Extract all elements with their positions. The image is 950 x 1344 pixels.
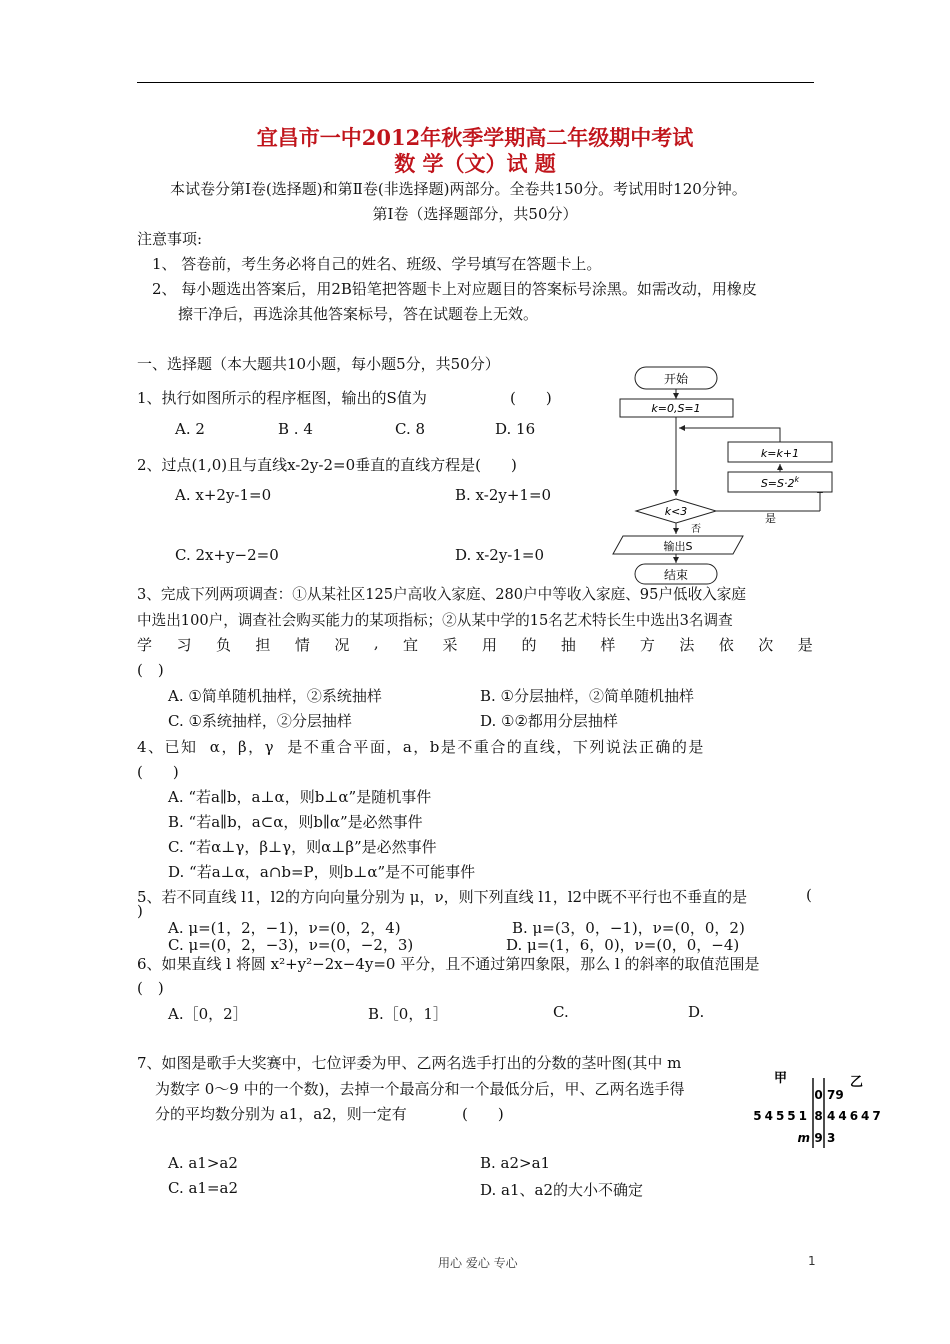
q1-option-d: D. 16	[495, 420, 536, 438]
q6-line-2: ( )	[137, 979, 164, 997]
q3-line-3-char: 习	[176, 636, 192, 654]
q2-stem: 2、过点(1,0)且与直线x-2y-2=0垂直的直线方程是( )	[137, 456, 517, 474]
q5-line-1: 5、若不同直线 l1，l2的方向向量分别为 μ，ν，则下列直线 l1，l2中既不平行也不垂直的是	[137, 888, 748, 906]
q7-option-d: D. a1、a2的大小不确定	[480, 1181, 644, 1199]
q7-line-1: 7、如图是歌手大奖赛中，七位评委为甲、乙两名选手打出的分数的茎叶图(其中 m	[137, 1054, 682, 1072]
q6-option-a: A.［0，2］	[168, 1005, 248, 1023]
q5-paren-open: (	[806, 886, 812, 904]
q3-line-3-char: 况	[334, 636, 350, 654]
notes-heading: 注意事项:	[137, 230, 203, 248]
q6-line-1: 6、如果直线 l 将圆 x²+y²−2x−4y=0 平分，且不通过第四象限，那么 l 的斜率的取值范围是	[137, 955, 760, 973]
q5-option-a: A. μ=(1，2，−1)，ν=(0，2，4)	[168, 919, 401, 937]
stem-leaf-plot	[752, 1068, 887, 1150]
q1-option-a: A. 2	[175, 420, 205, 438]
stemleaf-row2-left: 54551	[753, 1109, 810, 1123]
flow-yes-label: 是	[765, 512, 776, 525]
q3-line-3-char: 宜	[403, 636, 419, 654]
q3-line-3-char: 法	[679, 636, 695, 654]
stemleaf-row2-stem: 8	[814, 1109, 823, 1123]
q3-line-3-char: 抽	[560, 636, 576, 654]
intro-text: 本试卷分第Ⅰ卷(选择题)和第Ⅱ卷(非选择题)两部分。全卷共150分。考试用时120分钟。	[170, 180, 747, 198]
q3-line-3-char: 担	[255, 636, 271, 654]
q3-line-3-char: 用	[481, 636, 497, 654]
q5-option-d: D. μ=(1，6，0)，ν=(0，0，−4)	[506, 936, 740, 954]
note-item-2-cont: 擦干净后，再选涂其他答案标号，答在试题卷上无效。	[178, 305, 539, 323]
q3-option-b: B. ①分层抽样，②简单随机抽样	[480, 687, 695, 705]
footer-slogan: 用心 爱心 专心	[438, 1256, 518, 1270]
q1-stem: 1、执行如图所示的程序框图，输出的S值为	[137, 389, 427, 407]
stemleaf-row2-right: 44647	[827, 1109, 884, 1123]
q6-option-c: C.	[553, 1003, 569, 1021]
flow-end-label: 结束	[663, 568, 689, 582]
q7-option-b: B. a2>a1	[480, 1154, 551, 1172]
q3-line-3-char: 学	[137, 636, 153, 654]
q4-option-b: B. “若a∥b，a⊂α，则b∥α”是必然事件	[168, 813, 423, 831]
q2-option-c: C. 2x+y−2=0	[175, 546, 279, 564]
q1-option-c: C. 8	[395, 420, 426, 438]
q4-line-2: ( )	[137, 763, 179, 781]
q3-line-3-char: 方	[639, 636, 655, 654]
stemleaf-row3-right: 3	[827, 1131, 836, 1145]
q2-option-b: B. x-2y+1=0	[455, 486, 552, 504]
stemleaf-left-label: 甲	[774, 1071, 788, 1086]
note-item-1: 1、 答卷前，考生务必将自己的姓名、班级、学号填写在答题卡上。	[152, 255, 602, 273]
q3-line-3-char: 是	[797, 636, 813, 654]
q1-paren: ( )	[510, 389, 552, 407]
stemleaf-row3-left: m	[797, 1131, 810, 1145]
flow-update-exponent: k	[794, 475, 800, 484]
q5-option-b: B. μ=(3，0，−1)，ν=(0，0，2)	[512, 919, 745, 937]
flow-start-label: 开始	[663, 372, 689, 386]
stemleaf-right-label: 乙	[850, 1075, 864, 1090]
q4-option-c: C. “若α⊥γ，β⊥γ，则α⊥β”是必然事件	[168, 838, 437, 856]
q3-option-c: C. ①系统抽样，②分层抽样	[168, 712, 352, 730]
q3-line-3-char: 负	[215, 636, 231, 654]
q3-line-3-char: 情	[294, 636, 310, 654]
q3-line-3-char: ,	[373, 634, 379, 652]
stemleaf-row3-stem: 9	[814, 1131, 823, 1145]
q3-line-3	[137, 634, 813, 655]
note-item-2: 2、 每小题选出答案后，用2B铅笔把答题卡上对应题目的答案标号涂黑。如需改动，用橡皮	[152, 280, 757, 298]
q3-line-3-char: 依	[718, 636, 734, 654]
q7-line-3: 分的平均数分别为 a1，a2，则一定有	[155, 1105, 407, 1123]
q1-option-b: B . 4	[278, 420, 313, 438]
exam-title: 宜昌市一中2012年秋季学期高二年级期中考试	[256, 125, 694, 150]
q4-line-1: 4、已知 α，β，γ 是不重合平面，a，b是不重合的直线，下列说法正确的是	[137, 738, 705, 756]
q4-option-d: D. “若a⊥α，a∩b=P，则b⊥α”是不可能事件	[168, 863, 476, 881]
q7-option-a: A. a1>a2	[168, 1154, 238, 1172]
q2-option-a: A. x+2y-1=0	[175, 486, 272, 504]
flow-no-label: 否	[691, 524, 701, 535]
q7-option-c: C. a1=a2	[168, 1179, 239, 1197]
q3-line-3-char: 采	[442, 636, 458, 654]
q7-paren: ( )	[462, 1105, 504, 1123]
q3-line-2: 中选出100户，调查社会购买能力的某项指标；②从某中学的15名艺术特长生中选出3名调查	[137, 612, 733, 629]
part1-heading: 第Ⅰ卷（选择题部分，共50分）	[372, 205, 578, 223]
q6-option-b: B.［0，1］	[368, 1005, 448, 1023]
q3-line-3-char: 样	[600, 636, 616, 654]
flow-output-label: 输出S	[663, 540, 693, 553]
header-rule	[137, 82, 814, 83]
flowchart	[605, 362, 850, 587]
flow-update-label	[761, 475, 800, 490]
section-heading: 一、选择题（本大题共10小题，每小题5分，共50分）	[137, 355, 500, 373]
flow-loop-back-line	[679, 428, 780, 442]
q5-paren-close: )	[137, 902, 143, 920]
stemleaf-row1-right: 79	[827, 1088, 844, 1102]
flow-increment-label: k=k+1	[760, 447, 800, 460]
page-number: 1	[808, 1254, 816, 1268]
q3-line-4: ( )	[137, 661, 164, 679]
q3-line-3-char: 次	[758, 636, 774, 654]
q5-option-c: C. μ=(0，2，−3)，ν=(0，−2，3)	[168, 936, 414, 954]
q2-option-d: D. x-2y-1=0	[455, 546, 545, 564]
q3-line-3-char: 的	[521, 636, 537, 654]
q6-option-d: D.	[688, 1003, 705, 1021]
exam-subtitle: 数 学（文）试 题	[394, 151, 556, 176]
q3-line-1: 3、完成下列两项调查：①从某社区125户高收入家庭、280户中等收入家庭、95户低收入家庭	[137, 586, 746, 603]
q7-line-2: 为数字 0～9 中的一个数)，去掉一个最高分和一个最低分后，甲、乙两名选手得	[155, 1080, 685, 1098]
stemleaf-row1-stem: 0	[814, 1088, 823, 1102]
flow-condition-label: k<3	[664, 505, 688, 518]
flow-init-label: k=0,S=1	[651, 402, 701, 415]
q3-option-a: A. ①简单随机抽样，②系统抽样	[168, 687, 382, 705]
flow-update-text: S=S·2	[760, 477, 795, 490]
q4-option-a: A. “若a∥b，a⊥α，则b⊥α”是随机事件	[168, 788, 432, 806]
q3-option-d: D. ①②都用分层抽样	[480, 712, 618, 730]
